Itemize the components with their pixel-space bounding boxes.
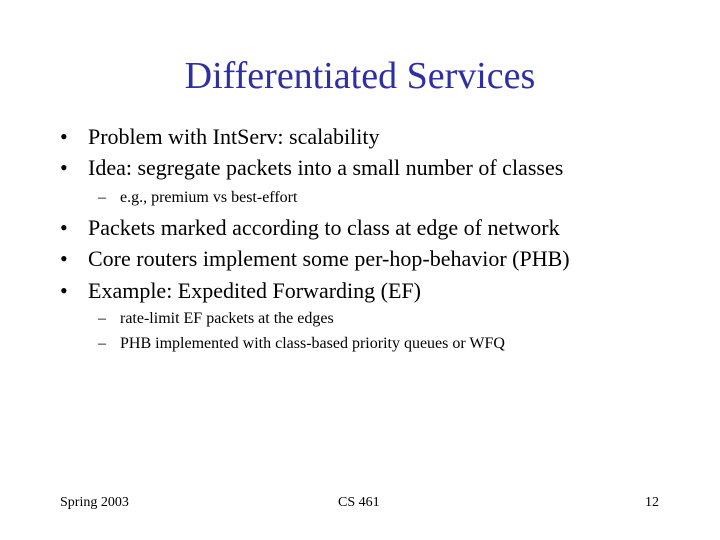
bullet-text: Packets marked according to class at edge of network [88,215,560,240]
footer-date: Spring 2003 [60,495,129,510]
footer-course: CS 461 [338,495,380,510]
slide-title: Differentiated Services [184,55,536,97]
dash-icon: – [98,335,106,352]
sub-bullet-text: e.g., premium vs best-effort [120,189,298,206]
bullet-text: Example: Expedited Forwarding (EF) [88,278,421,303]
bullet-icon: • [60,246,68,271]
bullet-icon: • [60,215,68,240]
sub-bullet-text: rate-limit EF packets at the edges [120,310,334,327]
footer-page-number: 12 [645,495,659,510]
bullet-icon: • [60,278,68,303]
dash-icon: – [98,310,106,327]
bullet-text: Problem with IntServ: scalability [88,124,380,149]
bullet-text: Core routers implement some per-hop-behavior (PHB) [88,246,570,271]
bullet-icon: • [60,124,68,149]
dash-icon: – [98,189,106,206]
bullet-text: Idea: segregate packets into a small number of classes [88,155,564,180]
sub-bullet-text: PHB implemented with class-based priority queues or WFQ [120,335,505,352]
bullet-icon: • [60,155,68,180]
